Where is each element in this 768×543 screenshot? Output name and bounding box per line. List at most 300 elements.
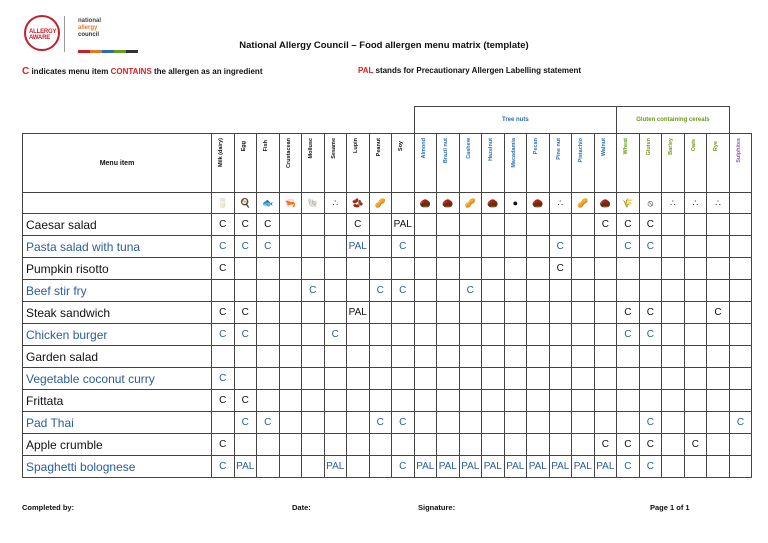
allergen-cell [549,390,572,412]
allergen-label: Gluten [645,138,652,156]
allergen-cell [482,324,505,346]
allergen-cell [729,214,752,236]
allergen-icon: 🌰 [414,193,437,214]
allergen-cell [572,346,595,368]
allergen-cell [617,412,640,434]
allergen-cell: C [212,368,235,390]
allergen-cell [662,456,685,478]
allergen-cell: C [234,412,257,434]
allergen-cell [347,258,370,280]
table-row [23,302,752,324]
contains-legend: C indicates menu item CONTAINS the allergen as an ingredient [22,66,263,77]
allergen-icon: ∴ [707,193,730,214]
allergen-label: Milk (dairy) [218,138,224,168]
allergen-cell: C [257,236,280,258]
allergen-label: Sesame [330,138,337,159]
allergen-cell: C [639,324,662,346]
allergen-label: Wheat [623,138,630,155]
allergen-cell [414,346,437,368]
allergen-cell [279,434,302,456]
table-row [23,236,752,258]
allergen-cell: C [212,456,235,478]
allergen-cell [302,390,325,412]
allergen-cell [347,434,370,456]
allergen-cell: C [639,302,662,324]
allergen-label: Pecan [533,138,540,155]
allergen-cell [279,236,302,258]
allergen-cell [729,324,752,346]
allergen-cell [662,302,685,324]
allergen-cell [662,258,685,280]
allergen-cell: C [639,456,662,478]
allergen-cell: PAL [572,456,595,478]
allergen-cell [639,368,662,390]
menu-item-name: Garden salad [23,346,212,368]
allergen-label: Crustacean [285,138,292,168]
allergen-icon: 🐚 [302,193,325,214]
allergen-label: Mollusc [308,138,314,159]
allergen-cell [437,214,460,236]
allergen-cell [459,412,482,434]
allergen-cell [414,214,437,236]
allergen-cell: PAL [504,456,527,478]
allergen-cell [279,214,302,236]
allergen-cell [324,258,347,280]
allergen-cell [707,236,730,258]
allergen-header [414,134,437,193]
allergen-cell [684,346,707,368]
allergen-cell [392,258,415,280]
allergen-cell [234,346,257,368]
allergen-cell [324,434,347,456]
allergen-cell [662,390,685,412]
allergen-icon: ⦸ [639,193,662,214]
allergen-cell: C [617,214,640,236]
allergen-cell: C [392,412,415,434]
allergen-label: Brazil nut [443,138,450,164]
tree-nuts-group-header: Tree nuts [414,107,617,134]
menu-item-name: Caesar salad [23,214,212,236]
allergen-cell: C [684,434,707,456]
allergen-label: Oats [690,138,697,151]
allergen-cell [369,456,392,478]
allergen-cell [527,302,550,324]
allergen-cell: C [617,324,640,346]
allergen-cell [482,412,505,434]
allergen-header [684,134,707,193]
allergen-cell [662,412,685,434]
allergen-cell [437,368,460,390]
allergen-header-row [23,134,752,193]
allergen-cell: PAL [347,236,370,258]
allergen-label: Barley [668,138,675,155]
allergen-cell [482,214,505,236]
allergen-cell [707,368,730,390]
allergen-cell: C [617,434,640,456]
allergen-cell [302,214,325,236]
allergen-cell [257,456,280,478]
allergen-icon [392,193,415,214]
allergen-cell [504,434,527,456]
allergen-cell [302,368,325,390]
allergen-cell [414,324,437,346]
allergen-cell [392,390,415,412]
allergen-label: Hazelnut [488,138,495,161]
allergen-cell [617,368,640,390]
allergen-cell [504,324,527,346]
table-row [23,324,752,346]
allergen-cell [729,456,752,478]
allergen-cell: C [729,412,752,434]
allergen-cell [684,368,707,390]
allergen-icon-row [23,193,752,214]
allergen-cell [504,302,527,324]
allergen-cell [302,412,325,434]
allergen-cell [707,390,730,412]
allergen-header [437,134,460,193]
gluten-cereals-group-header: Gluten containing cereals [617,107,730,134]
allergen-cell [482,258,505,280]
allergen-cell: C [234,324,257,346]
allergen-cell [234,258,257,280]
allergen-cell [369,434,392,456]
allergen-cell: C [617,456,640,478]
allergen-cell: C [617,302,640,324]
allergen-cell [437,412,460,434]
allergen-cell [707,434,730,456]
menu-item-name: Apple crumble [23,434,212,456]
allergen-cell [234,368,257,390]
allergen-header [572,134,595,193]
allergen-icon: 🦐 [279,193,302,214]
menu-item-name: Chicken burger [23,324,212,346]
allergen-icon: 🐟 [257,193,280,214]
allergen-cell [437,280,460,302]
allergen-cell: PAL [414,456,437,478]
allergen-icon: 🥛 [212,193,235,214]
allergen-cell [482,280,505,302]
allergen-cell [504,280,527,302]
allergen-cell [684,236,707,258]
allergen-cell [527,346,550,368]
allergen-cell [662,368,685,390]
allergen-cell [549,434,572,456]
allergen-cell [482,368,505,390]
allergen-cell [369,214,392,236]
allergen-cell [459,214,482,236]
allergen-cell [684,324,707,346]
allergen-cell: C [257,214,280,236]
allergen-cell [572,280,595,302]
signature-label: Signature: [418,503,456,512]
allergen-cell: PAL [482,456,505,478]
allergen-cell [662,214,685,236]
allergen-cell [572,214,595,236]
pal-legend: PAL stands for Precautionary Allergen Labelling statement [358,66,582,75]
allergen-cell [437,390,460,412]
allergen-cell: C [234,390,257,412]
table-row [23,434,752,456]
allergen-cell [729,368,752,390]
allergen-cell [549,302,572,324]
allergen-cell [482,434,505,456]
allergen-cell [414,412,437,434]
allergen-cell: C [639,236,662,258]
allergen-icon: 🫘 [347,193,370,214]
allergen-cell [684,456,707,478]
allergen-cell [527,280,550,302]
allergen-cell [302,258,325,280]
allergen-cell [279,368,302,390]
allergen-cell: C [639,214,662,236]
allergen-cell [594,302,617,324]
allergen-header [549,134,572,193]
allergen-cell [482,236,505,258]
allergen-header [347,134,370,193]
allergen-cell [707,456,730,478]
allergen-cell [662,434,685,456]
allergen-cell [617,280,640,302]
allergen-cell [347,324,370,346]
allergen-cell [572,258,595,280]
allergen-cell [594,368,617,390]
allergen-cell [684,390,707,412]
allergen-cell [504,368,527,390]
allergen-cell [347,412,370,434]
allergen-cell [572,302,595,324]
allergen-header [639,134,662,193]
allergen-cell [414,390,437,412]
allergen-cell [279,324,302,346]
allergen-cell [707,214,730,236]
allergen-cell [302,346,325,368]
allergen-cell [707,324,730,346]
allergen-header [302,134,325,193]
allergen-cell [572,434,595,456]
allergen-icon: ∴ [684,193,707,214]
allergen-cell: PAL [324,456,347,478]
allergen-cell: C [234,302,257,324]
allergen-cell: PAL [347,302,370,324]
allergen-cell [257,280,280,302]
allergen-cell [369,258,392,280]
allergen-cell: C [459,280,482,302]
allergen-cell [392,324,415,346]
allergen-cell [617,258,640,280]
allergen-cell [459,324,482,346]
allergen-header [234,134,257,193]
allergen-label: Lupin [353,138,359,153]
allergen-cell [482,302,505,324]
allergen-icon: 🥜 [572,193,595,214]
allergen-cell [549,368,572,390]
allergen-cell [369,390,392,412]
allergen-cell [729,258,752,280]
allergen-cell [257,434,280,456]
allergen-cell [324,346,347,368]
allergen-cell [437,346,460,368]
date-label: Date: [292,503,311,512]
allergen-cell [684,412,707,434]
allergen-cell [459,368,482,390]
allergen-cell [594,258,617,280]
allergen-cell [459,236,482,258]
allergen-cell [504,236,527,258]
allergen-cell: C [594,434,617,456]
allergen-cell: PAL [549,456,572,478]
allergen-cell [279,390,302,412]
allergen-cell: C [234,214,257,236]
allergen-label: Macadamia [510,138,517,168]
allergen-cell [482,390,505,412]
allergen-label: Peanut [375,138,382,157]
allergen-label: Sulphites [735,138,742,163]
allergen-icon: 🥜 [459,193,482,214]
allergen-cell [437,302,460,324]
allergen-cell: C [212,236,235,258]
allergen-cell [572,390,595,412]
allergen-cell: PAL [437,456,460,478]
allergen-cell [234,280,257,302]
menu-item-name: Pad Thai [23,412,212,434]
allergen-cell: C [324,324,347,346]
allergen-cell [302,302,325,324]
allergen-label: Pine nut [555,138,562,160]
allergen-cell [437,434,460,456]
allergen-header [392,134,415,193]
allergen-cell [279,258,302,280]
allergen-cell: C [234,236,257,258]
allergen-cell [459,302,482,324]
allergen-icon: ∴ [324,193,347,214]
allergen-cell [414,434,437,456]
allergen-cell [594,346,617,368]
allergen-cell [302,456,325,478]
allergen-cell [257,390,280,412]
allergen-cell [707,258,730,280]
allergen-cell: C [212,390,235,412]
allergen-cell [504,412,527,434]
allergen-cell: C [212,324,235,346]
page-number: Page 1 of 1 [650,503,690,512]
allergen-cell: C [212,434,235,456]
allergen-header [324,134,347,193]
allergen-cell [369,324,392,346]
table-row [23,412,752,434]
allergen-cell: C [549,258,572,280]
allergen-cell [527,368,550,390]
allergen-cell: C [369,412,392,434]
allergen-cell [639,346,662,368]
allergen-cell: PAL [392,214,415,236]
allergen-cell: C [392,456,415,478]
allergen-cell [639,258,662,280]
allergen-cell [257,258,280,280]
allergen-label: Pistachio [578,138,585,163]
allergen-cell [639,280,662,302]
allergen-cell [392,434,415,456]
allergen-icon: 🌾 [617,193,640,214]
menu-item-name: Pasta salad with tuna [23,236,212,258]
allergen-cell [729,346,752,368]
allergen-cell [347,368,370,390]
allergen-cell [212,280,235,302]
allergen-label: Almond [420,138,427,159]
allergen-cell [324,368,347,390]
allergen-cell [527,390,550,412]
allergen-cell: PAL [594,456,617,478]
allergen-cell: PAL [459,456,482,478]
allergen-cell [414,236,437,258]
allergen-cell: C [639,412,662,434]
allergen-icon [729,193,752,214]
page-title: National Allergy Council – Food allergen menu matrix (template) [239,40,529,51]
allergen-cell [729,302,752,324]
allergen-cell [684,280,707,302]
allergen-header [729,134,752,193]
allergen-cell [617,390,640,412]
allergen-cell [572,368,595,390]
allergen-cell [347,346,370,368]
allergen-cell [437,258,460,280]
allergen-cell [594,280,617,302]
allergen-header [617,134,640,193]
allergen-cell [414,302,437,324]
table-row [23,280,752,302]
allergen-cell [212,346,235,368]
allergen-cell [549,324,572,346]
allergen-cell [369,302,392,324]
menu-item-name: Pumpkin risotto [23,258,212,280]
allergen-cell [594,324,617,346]
menu-item-name: Vegetable coconut curry [23,368,212,390]
allergen-cell [594,412,617,434]
allergen-cell [639,390,662,412]
allergen-cell [257,368,280,390]
allergen-cell [504,214,527,236]
allergen-label: Fish [263,139,269,151]
allergen-cell: C [302,280,325,302]
allergen-header [279,134,302,193]
allergen-header [504,134,527,193]
allergen-cell [572,412,595,434]
allergen-cell [729,280,752,302]
allergen-cell [549,346,572,368]
allergen-cell [414,280,437,302]
allergen-label: Cashew [465,138,472,159]
allergen-cell [212,412,235,434]
allergen-cell [504,346,527,368]
allergen-label: Walnut [600,138,607,157]
allergen-icon: 🌰 [527,193,550,214]
allergy-aware-badge-icon: ALLERGY AWARE [24,15,60,51]
table-row [23,456,752,478]
allergen-cell [279,412,302,434]
allergen-cell [707,280,730,302]
allergen-cell [707,346,730,368]
allergen-cell [459,346,482,368]
allergen-cell [392,302,415,324]
allergen-cell [324,280,347,302]
table-row [23,368,752,390]
allergen-cell [527,412,550,434]
allergen-cell [459,434,482,456]
allergen-cell [594,236,617,258]
allergen-cell [369,368,392,390]
table-row [23,214,752,236]
allergen-cell: C [257,412,280,434]
allergen-cell: PAL [527,456,550,478]
